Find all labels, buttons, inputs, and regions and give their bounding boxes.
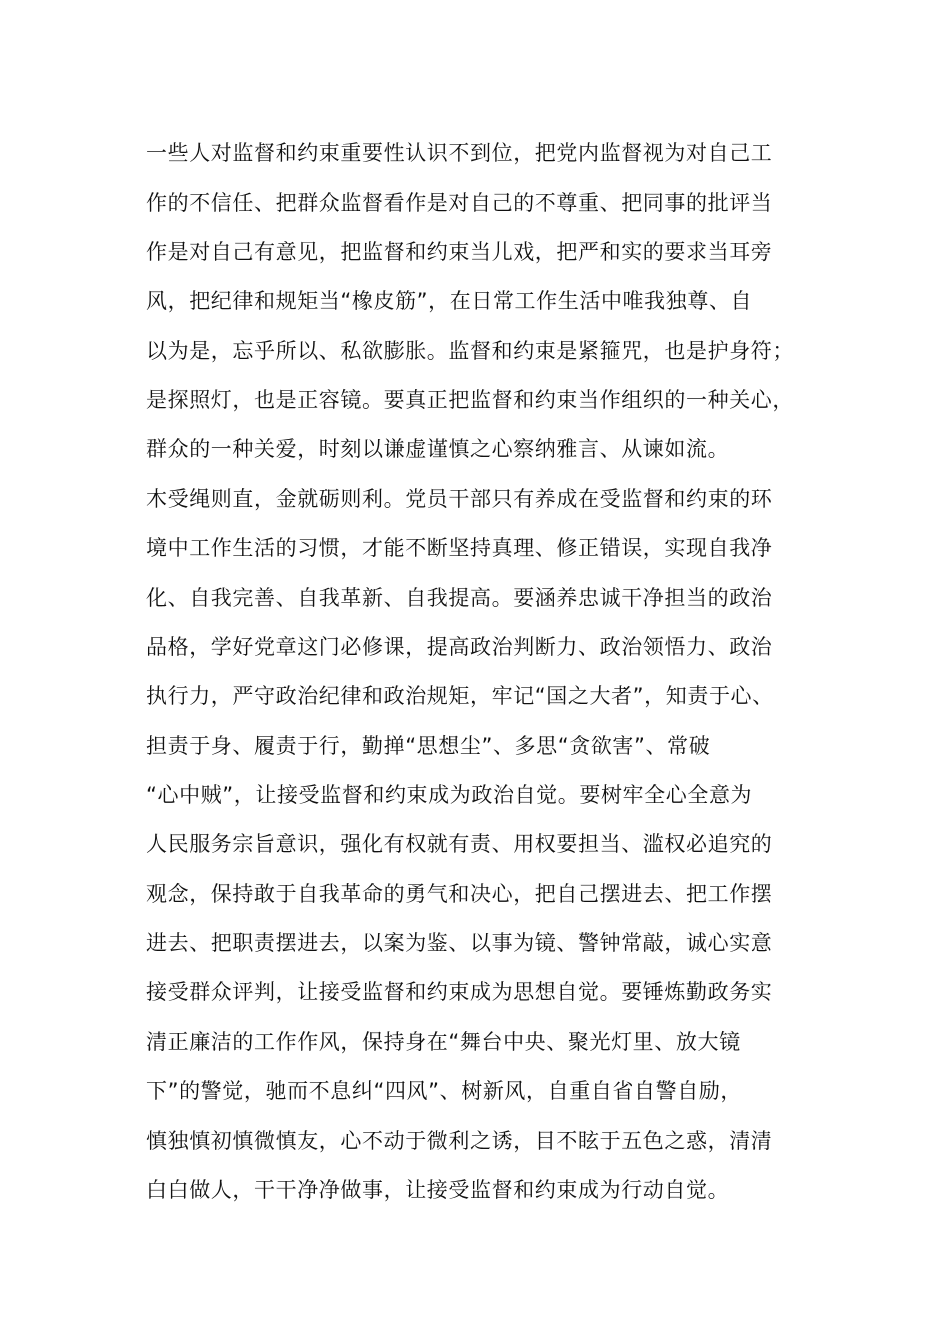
paragraph-2-line-1: 木受绳则直，金就砺则利。党员干部只有养成在受监督和约束的环 (146, 487, 773, 511)
paragraph-2-line-2: 境中工作生活的习惯，才能不断坚持真理、修正错误，实现自我净 (146, 536, 773, 560)
paragraph-2-line-8: 人民服务宗旨意识，强化有权就有责、用权要担当、滥权必追究的 (146, 832, 773, 856)
paragraph-1-line-4: 风，把纪律和规矩当“橡皮筋”，在日常工作生活中唯我独尊、自 (146, 289, 753, 313)
paragraph-2-line-14: 慎独慎初慎微慎友，心不动于微利之诱，目不眩于五色之惑，清清 (146, 1129, 773, 1153)
paragraph-1-line-7: 群众的一种关爱，时刻以谦虚谨慎之心察纳雅言、从谏如流。 (146, 437, 730, 461)
paragraph-2-line-3: 化、自我完善、自我革新、自我提高。要涵养忠诚干净担当的政治 (146, 586, 773, 610)
paragraph-2-line-15: 白白做人，干干净净做事，让接受监督和约束成为行动自觉。 (146, 1178, 730, 1202)
paragraph-1-line-5: 以为是，忘乎所以、私欲膨胀。监督和约束是紧箍咒，也是护身符； (146, 339, 794, 363)
paragraph-2-line-6: 担责于身、履责于行，勤掸“思想尘”、多思“贪欲害”、常破 (146, 734, 711, 758)
paragraph-1-line-3: 作是对自己有意见，把监督和约束当儿戏，把严和实的要求当耳旁 (146, 240, 773, 264)
paragraph-2-line-7: “心中贼”，让接受监督和约束成为政治自觉。要树牢全心全意为 (146, 783, 753, 807)
paragraph-2-line-10: 进去、把职责摆进去，以案为鉴、以事为镜、警钟常敲，诚心实意 (146, 931, 773, 955)
paragraph-2-line-5: 执行力，严守政治纪律和政治规矩，牢记“国之大者”，知责于心、 (146, 684, 774, 708)
paragraph-1-line-6: 是探照灯，也是正容镜。要真正把监督和约束当作组织的一种关心， (146, 388, 794, 412)
paragraph-2-line-4: 品格，学好党章这门必修课，提高政治判断力、政治领悟力、政治 (146, 635, 773, 659)
paragraph-2-line-9: 观念，保持敢于自我革命的勇气和决心，把自己摆进去、把工作摆 (146, 882, 773, 906)
paragraph-2-line-11: 接受群众评判，让接受监督和约束成为思想自觉。要锤炼勤政务实 (146, 980, 773, 1004)
paragraph-1-line-1: 一些人对监督和约束重要性认识不到位，把党内监督视为对自己工 (146, 141, 773, 165)
paragraph-2-line-12: 清正廉洁的工作作风，保持身在“舞台中央、聚光灯里、放大镜 (146, 1030, 741, 1054)
paragraph-2-line-13: 下”的警觉，驰而不息纠“四风”、树新风，自重自省自警自励， (146, 1079, 743, 1103)
paragraph-1-line-2: 作的不信任、把群众监督看作是对自己的不尊重、把同事的批评当 (146, 191, 773, 215)
